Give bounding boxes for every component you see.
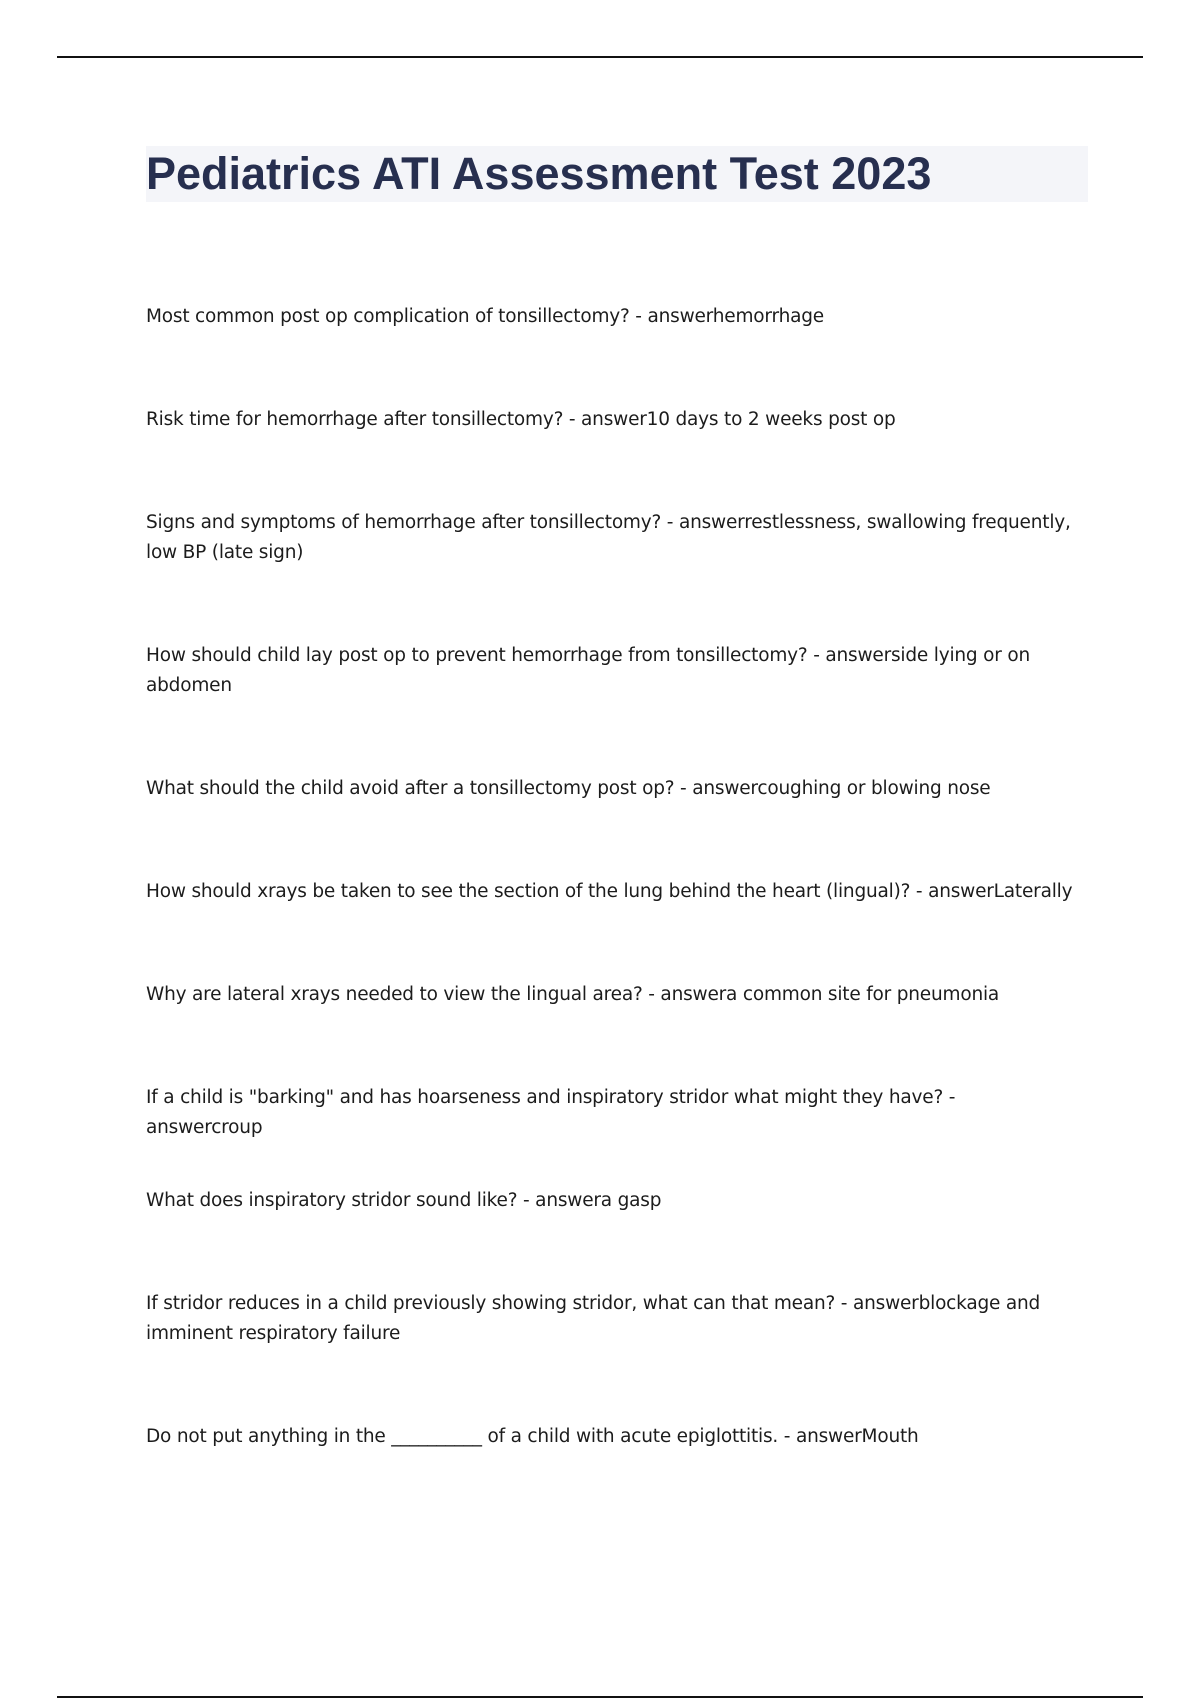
qa-item: If stridor reduces in a child previously showing stridor, what can that mean? - answerblockage and imminent respiratory failure [146,1293,1041,1344]
qa-item: What should the child avoid after a tonsillectomy post op? - answercoughing or blowing nose [146,778,991,799]
qa-item: Risk time for hemorrhage after tonsillectomy? - answer10 days to 2 weeks post op [146,409,896,430]
qa-item: Do not put anything in the __________ of a child with acute epiglottitis. - answerMouth [146,1426,919,1447]
qa-item: How should child lay post op to prevent hemorrhage from tonsillectomy? - answerside lying or on abdomen [146,645,1031,696]
qa-item: What does inspiratory stridor sound like? - answera gasp [146,1190,662,1211]
page-title: Pediatrics ATI Assessment Test 2023 [146,148,932,199]
qa-item: How should xrays be taken to see the section of the lung behind the heart (lingual)? - answerLaterally [146,881,1073,902]
top-divider [57,56,1143,58]
qa-item: If a child is "barking" and has hoarseness and inspiratory stridor what might they have? - answercroup [146,1087,956,1138]
bottom-divider [57,1696,1143,1698]
qa-item: Why are lateral xrays needed to view the lingual area? - answera common site for pneumonia [146,984,1000,1005]
qa-item: Signs and symptoms of hemorrhage after tonsillectomy? - answerrestlessness, swallowing frequently, low BP (late sign) [146,512,1071,563]
qa-item: Most common post op complication of tonsillectomy? - answerhemorrhage [146,306,824,327]
